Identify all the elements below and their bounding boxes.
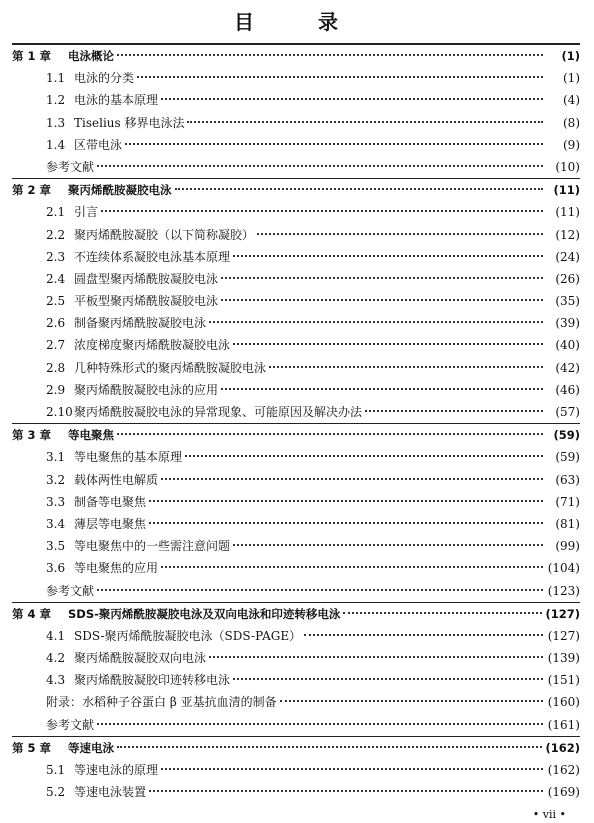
entry-title: 聚丙烯酰胺凝胶双向电泳 (74, 651, 207, 666)
toc-entry-section (12, 557, 580, 579)
entry-title: 聚丙烯酰胺凝胶电泳 (68, 183, 172, 198)
entry-number: 2.10 (46, 405, 73, 419)
dot-leader (269, 366, 543, 368)
page-number-footer: • vii • (532, 808, 566, 821)
entry-title: 聚丙烯酰胺凝胶电泳的应用 (74, 382, 219, 397)
entry-title: 引言 (74, 205, 99, 220)
entry-title: 等电聚焦 (68, 428, 114, 443)
entry-number: 第 4 章 (12, 606, 52, 621)
dot-leader (221, 388, 543, 390)
dot-leader (221, 299, 543, 301)
dot-leader (257, 233, 543, 235)
entry-title: 制备等电聚焦 (74, 494, 147, 509)
entry-page-number: (9) (563, 137, 580, 152)
entry-title: Tiselius 移界电泳法 (74, 115, 185, 130)
entry-number: 2.8 (46, 360, 66, 375)
dot-leader (149, 500, 543, 502)
toc-entry-ref (12, 580, 580, 602)
toc-entry-section (12, 759, 580, 781)
toc-entry-chapter (12, 44, 580, 67)
entry-number: 3.6 (46, 561, 66, 576)
entry-title: 等电聚焦中的一些需注意问题 (74, 539, 231, 554)
entry-page-number: (81) (555, 516, 580, 531)
toc-entry-appendix (12, 691, 580, 713)
entry-title: 等速电泳的原理 (74, 763, 159, 777)
entry-number: 1.1 (46, 71, 66, 86)
toc-entry-section (12, 134, 580, 156)
entry-page-number: (12) (555, 227, 580, 242)
entry-page-number: (4) (563, 93, 580, 108)
entry-title: 薄层等电聚焦 (74, 516, 147, 531)
entry-number: 3.2 (46, 472, 66, 487)
entry-number: 2.5 (46, 294, 66, 309)
dot-leader (161, 98, 543, 100)
dot-leader (117, 433, 543, 435)
entry-page-number: (59) (553, 428, 580, 443)
dot-leader (97, 723, 543, 725)
entry-page-number: (160) (547, 695, 580, 710)
entry-page-number: (8) (563, 115, 580, 130)
dot-leader (209, 656, 543, 658)
dot-leader (175, 188, 544, 190)
entry-number: 第 2 章 (12, 183, 52, 198)
table-of-contents (12, 44, 580, 803)
toc-entry-section (12, 268, 580, 290)
entry-number: 2.2 (46, 227, 66, 242)
dot-leader (97, 589, 543, 591)
toc-entry-section (12, 669, 580, 691)
dot-leader (149, 522, 543, 524)
entry-number: 2.1 (46, 205, 66, 220)
toc-entry-section (12, 401, 580, 423)
dot-leader (233, 343, 543, 345)
entry-page-number: (11) (553, 183, 580, 198)
entry-number: 3.5 (46, 539, 66, 554)
entry-number: 4.2 (46, 651, 66, 666)
entry-page-number: (63) (555, 472, 580, 487)
entry-page-number: (59) (555, 450, 580, 465)
entry-page-number: (71) (555, 494, 580, 509)
entry-number: 4.3 (46, 673, 66, 688)
toc-entry-section (12, 112, 580, 134)
toc-entry-section (12, 513, 580, 535)
entry-page-number: (139) (547, 651, 580, 666)
toc-entry-section (12, 201, 580, 223)
entry-page-number: (162) (547, 763, 580, 777)
dot-leader (233, 678, 543, 680)
toc-entry-section (12, 781, 580, 803)
entry-number: 5.2 (46, 785, 66, 800)
entry-page-number: (99) (555, 539, 580, 554)
dot-leader (117, 54, 543, 56)
toc-entry-chapter (12, 423, 580, 446)
entry-page-number: (169) (547, 785, 580, 800)
entry-number: 3.3 (46, 494, 66, 509)
entry-title: 不连续体系凝胶电泳基本原理 (74, 249, 231, 264)
dot-leader (149, 790, 543, 792)
entry-number: 4.1 (46, 628, 66, 643)
entry-title: 区带电泳 (74, 137, 123, 152)
toc-entry-section (12, 647, 580, 669)
toc-entry-section (12, 224, 580, 246)
toc-entry-section (12, 67, 580, 89)
entry-title: 平板型聚丙烯酰胺凝胶电泳 (74, 294, 219, 309)
dot-leader (280, 700, 543, 702)
entry-number: 3.1 (46, 450, 66, 465)
entry-page-number: (57) (555, 405, 580, 419)
entry-number: 1.2 (46, 93, 66, 108)
toc-entry-chapter (12, 602, 580, 625)
toc-entry-section (12, 469, 580, 491)
dot-leader (233, 544, 543, 546)
entry-number: 2.3 (46, 249, 66, 264)
entry-title: SDS-聚丙烯酰胺凝胶电泳及双向电泳和印迹转移电泳 (68, 606, 341, 621)
entry-title: 电泳的基本原理 (74, 93, 159, 108)
toc-entry-chapter (12, 736, 580, 759)
toc-entry-section (12, 312, 580, 334)
dot-leader (209, 321, 543, 323)
entry-page-number: (46) (555, 382, 580, 397)
entry-title: 等速电泳装置 (74, 785, 147, 800)
entry-number: 第 5 章 (12, 740, 52, 755)
entry-page-number: (162) (545, 740, 580, 755)
dot-leader (101, 210, 543, 212)
dot-leader (161, 478, 543, 480)
toc-entry-section (12, 379, 580, 401)
dot-leader (304, 634, 543, 636)
entry-title: 附录：水稻种子谷蛋白 β 亚基抗血清的制备 (46, 695, 277, 710)
dot-leader (125, 143, 543, 145)
entry-number: 2.6 (46, 316, 66, 331)
page-title: 目 录 (234, 10, 360, 34)
dot-leader (365, 410, 543, 412)
entry-title: 等电聚焦的应用 (74, 561, 159, 576)
dot-leader (97, 165, 543, 167)
entry-page-number: (39) (555, 316, 580, 331)
entry-title: 浓度梯度聚丙烯酰胺凝胶电泳 (74, 338, 231, 353)
dot-leader (343, 612, 542, 614)
entry-title: 电泳概论 (68, 49, 114, 63)
dot-leader (221, 277, 543, 279)
dot-leader (187, 121, 543, 123)
entry-page-number: (127) (547, 628, 580, 643)
toc-entry-section (12, 535, 580, 557)
entry-title: 载体两性电解质 (74, 472, 159, 487)
toc-entry-ref (12, 714, 580, 736)
entry-title: 等速电泳 (68, 740, 114, 755)
entry-number: 1.3 (46, 115, 66, 130)
entry-title: 等电聚焦的基本原理 (74, 450, 183, 465)
entry-title: 参考文献 (46, 717, 95, 732)
toc-entry-chapter (12, 178, 580, 201)
entry-page-number: (127) (545, 606, 580, 621)
entry-page-number: (1) (563, 71, 580, 86)
entry-number: 1.4 (46, 137, 66, 152)
dot-leader (137, 76, 543, 78)
toc-entry-section (12, 446, 580, 468)
entry-number: 第 1 章 (12, 49, 52, 63)
entry-page-number: (104) (547, 561, 580, 576)
entry-title: 聚丙烯酰胺凝胶（以下简称凝胶） (74, 227, 255, 242)
entry-number: 5.1 (46, 763, 66, 777)
entry-title: SDS-聚丙烯酰胺凝胶电泳（SDS-PAGE） (74, 628, 302, 643)
toc-entry-section (12, 334, 580, 356)
entry-page-number: (11) (555, 205, 580, 220)
entry-number: 2.9 (46, 382, 66, 397)
entry-page-number: (40) (555, 338, 580, 353)
entry-page-number: (26) (555, 271, 580, 286)
entry-page-number: (42) (555, 360, 580, 375)
entry-page-number: (123) (547, 583, 580, 598)
entry-title: 参考文献 (46, 583, 95, 598)
entry-title: 聚丙烯酰胺凝胶电泳的异常现象、可能原因及解决办法 (74, 405, 363, 419)
toc-entry-ref (12, 156, 580, 178)
toc-entry-section (12, 491, 580, 513)
entry-title: 参考文献 (46, 159, 95, 174)
entry-page-number: (24) (555, 249, 580, 264)
entry-number: 3.4 (46, 516, 66, 531)
dot-leader (161, 768, 543, 770)
entry-page-number: (1) (561, 49, 580, 63)
entry-page-number: (161) (547, 717, 580, 732)
toc-entry-section (12, 357, 580, 379)
entry-number: 第 3 章 (12, 428, 52, 443)
entry-title: 制备聚丙烯酰胺凝胶电泳 (74, 316, 207, 331)
entry-number: 2.7 (46, 338, 66, 353)
toc-entry-section (12, 625, 580, 647)
toc-entry-section (12, 246, 580, 268)
dot-leader (233, 255, 543, 257)
entry-title: 聚丙烯酰胺凝胶印迹转移电泳 (74, 673, 231, 688)
dot-leader (117, 746, 542, 748)
dot-leader (185, 455, 543, 457)
toc-entry-section (12, 290, 580, 312)
entry-number: 2.4 (46, 271, 66, 286)
entry-page-number: (10) (555, 159, 580, 174)
dot-leader (161, 566, 543, 568)
entry-title: 几种特殊形式的聚丙烯酰胺凝胶电泳 (74, 360, 267, 375)
entry-page-number: (151) (547, 673, 580, 688)
toc-entry-section (12, 89, 580, 111)
entry-title: 圆盘型聚丙烯酰胺凝胶电泳 (74, 271, 219, 286)
entry-title: 电泳的分类 (74, 71, 135, 86)
entry-page-number: (35) (555, 294, 580, 309)
